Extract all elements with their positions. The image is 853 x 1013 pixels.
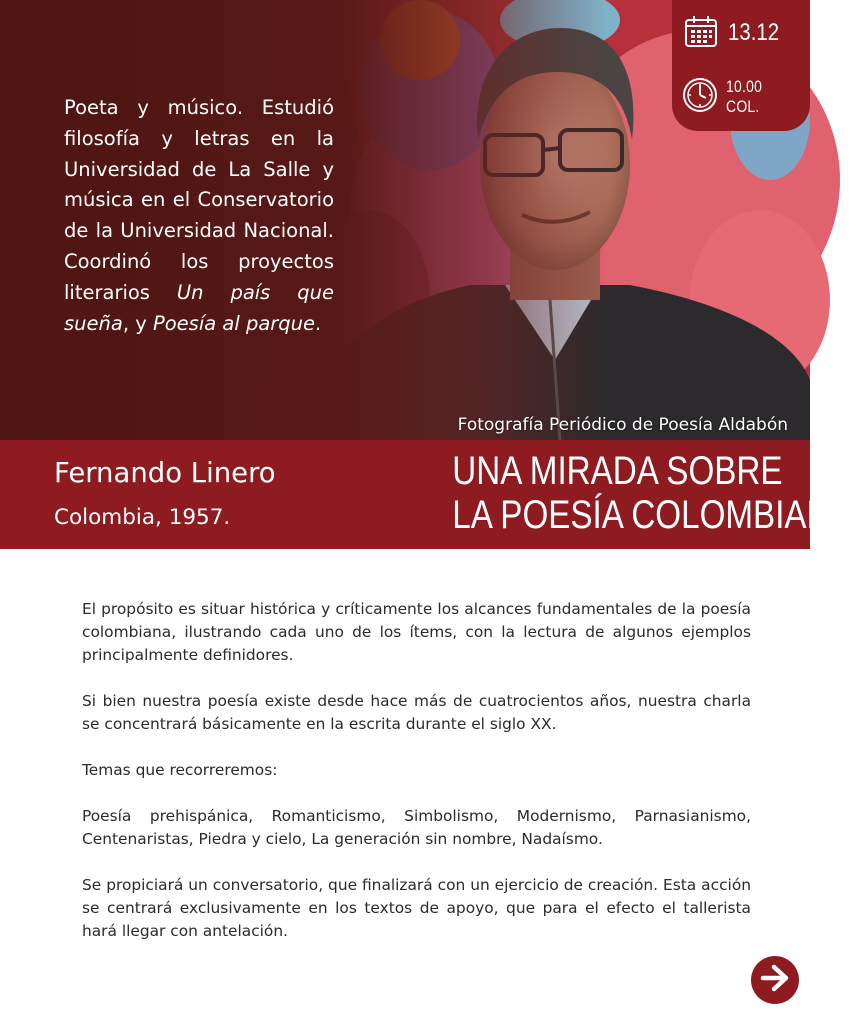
- event-date: [684, 14, 788, 52]
- description-paragraph-5: Se propiciará un conversatorio, que finalizará con un ejercicio de creación. Esta acción se centrará exclusivamente en los textos de apoyo, que para el efecto el tallerista hará llegar con antelación.: [82, 876, 751, 940]
- description-paragraph-1: El propósito es situar histórica y críticamente los alcances fundamentales de la poesía colombiana, ilustrando cada uno de los ítems, con la lectura de algunos ejemplos principalmente definidores.: [82, 600, 751, 664]
- event-date-text: 13.12: [728, 19, 780, 46]
- photo-credit: Fotografía Periódico de Poesía Aldabón: [457, 415, 788, 435]
- bio-italic-1: Un país que sueña: [64, 280, 334, 335]
- event-time-text: 10.00 COL.: [726, 77, 763, 116]
- description-paragraph-4: Poesía prehispánica, Romanticismo, Simbolismo, Modernismo, Parnasianismo, Centenaristas, Piedra y cielo, La generación sin nombre, Nadaísmo.: [82, 807, 751, 848]
- event-datetime-box: [672, 0, 810, 131]
- clock-icon: [682, 77, 718, 117]
- talk-description: [82, 598, 751, 966]
- bio-italic-2: Poesía al parque: [152, 311, 316, 335]
- author-origin: Colombia, 1957.: [54, 505, 231, 530]
- bio-text-2: , y: [122, 311, 153, 335]
- next-button[interactable]: [751, 956, 799, 1004]
- talk-title: [420, 449, 853, 537]
- bio-text-1: Poeta y músico. Estudió filosofía y letras en la Universidad de La Salle y música en el Conservatorio de la Universidad Nacional. Coordinó los proyectos literarios: [64, 96, 334, 304]
- description-paragraph-2: Si bien nuestra poesía existe desde hace más de cuatrocientos años, nuestra charla se concentrará básicamente en la escrita durante el siglo XX.: [82, 692, 751, 733]
- hero-section: [0, 0, 810, 440]
- description-paragraph-3: Temas que recorreremos:: [82, 761, 278, 779]
- title-band: [0, 440, 853, 549]
- calendar-icon: [684, 14, 718, 52]
- arrow-right-icon: [758, 961, 792, 999]
- talk-title-line-2: LA POESÍA COLOMBIANA: [452, 493, 853, 537]
- event-time: [682, 77, 810, 117]
- talk-title-line-1: UNA MIRADA SOBRE: [452, 449, 783, 493]
- bio-text-3: .: [315, 311, 322, 335]
- author-bio: [64, 93, 334, 339]
- author-name: Fernando Linero: [54, 457, 276, 489]
